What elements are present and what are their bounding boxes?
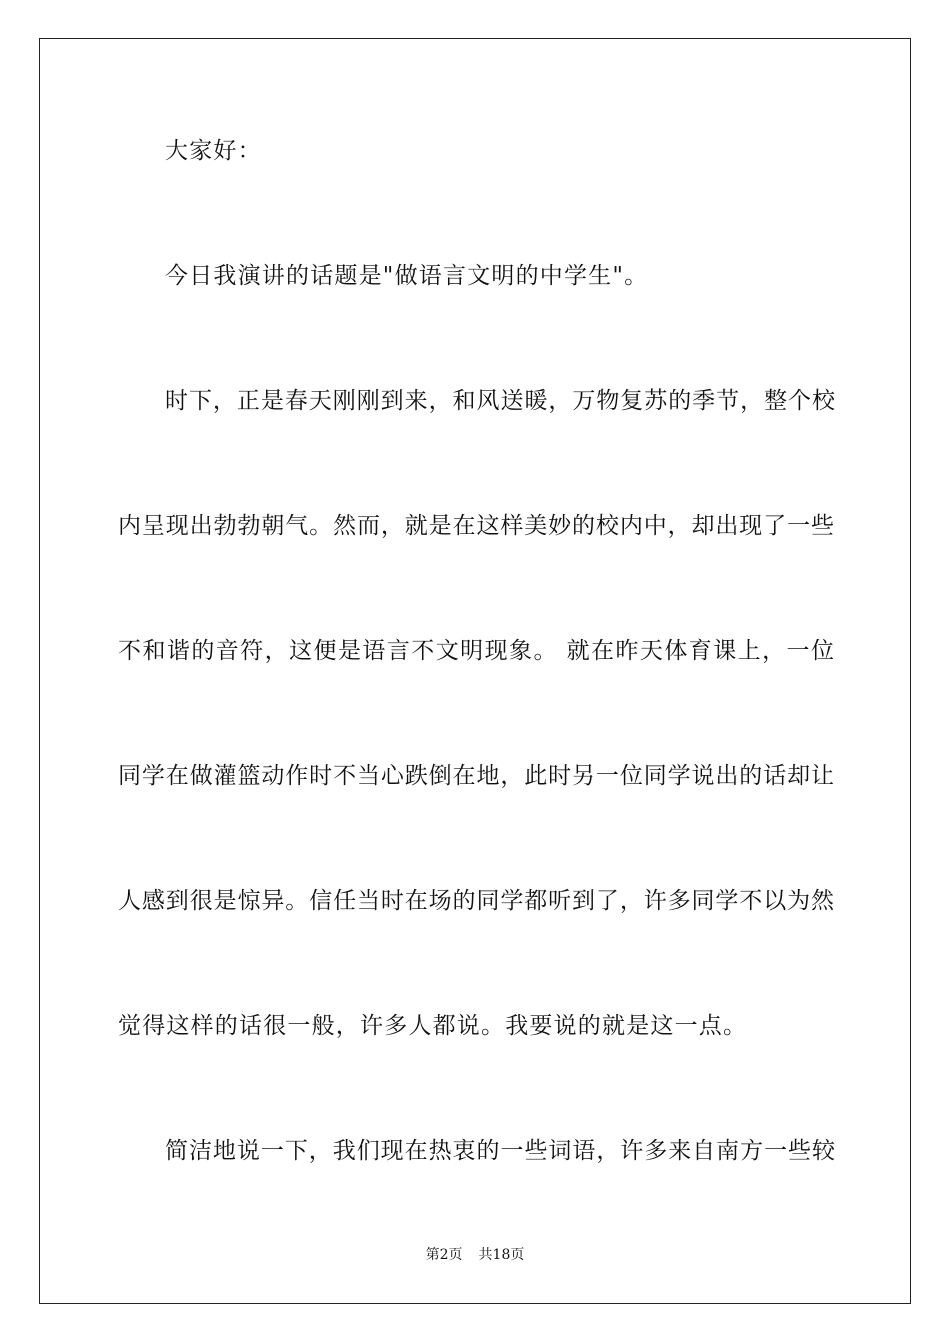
page-number: 第2页 — [425, 1247, 463, 1263]
page-footer — [0, 1246, 950, 1264]
body-line-2: 内呈现出勃勃朝气。然而，就是在这样美妙的校内中，却出现了一些 — [118, 513, 834, 539]
page-border — [39, 38, 911, 1304]
body-line-4: 同学在做灌篮动作时不当心跌倒在地，此时另一位同学说出的话却让 — [118, 763, 834, 789]
topic-line: 今日我演讲的话题是"做语言文明的中学生"。 — [165, 263, 649, 289]
body-line-7: 简洁地说一下，我们现在热衷的一些词语，许多来自南方一些较 — [165, 1138, 835, 1164]
body-line-5: 人感到很是惊异。信任当时在场的同学都听到了，许多同学不以为然 — [118, 888, 834, 914]
body-line-3: 不和谐的音符，这便是语言不文明现象。 就在昨天体育课上，一位 — [118, 638, 834, 664]
body-line-6: 觉得这样的话很一般，许多人都说。我要说的就是这一点。 — [118, 1013, 748, 1039]
body-line-1: 时下，正是春天刚刚到来，和风送暖，万物复苏的季节，整个校 — [165, 388, 835, 414]
greeting-line: 大家好： — [165, 138, 262, 164]
page-total: 共18页 — [478, 1247, 525, 1263]
